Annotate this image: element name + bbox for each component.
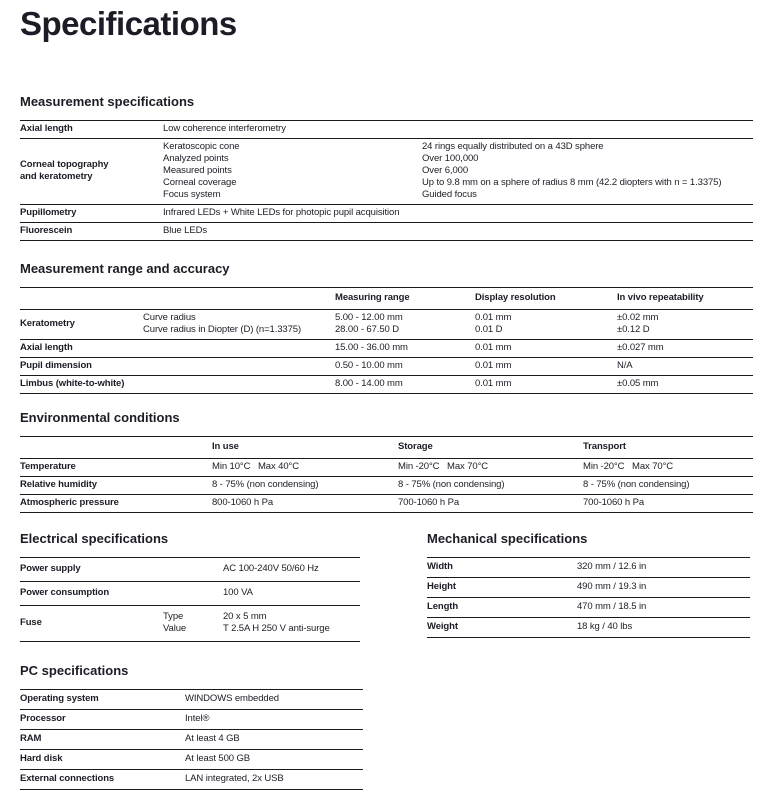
table-header-row bbox=[20, 437, 753, 459]
table-row-hard-disk bbox=[20, 750, 363, 770]
row-value: AC 100-240V 50/60 Hz bbox=[223, 563, 319, 574]
sub-label: Curve radius in Diopter (D) (n=1.3375) bbox=[143, 324, 302, 335]
table-row-relative-humidity bbox=[20, 477, 753, 495]
sub-label: Focus system bbox=[163, 189, 221, 200]
row-label-line: Corneal topography bbox=[20, 159, 109, 170]
section-heading: Environmental conditions bbox=[20, 410, 180, 425]
row-value: 490 mm / 19.3 in bbox=[577, 581, 647, 592]
row-value: Intel® bbox=[185, 713, 210, 724]
in-use-value: 800-1060 h Pa bbox=[212, 497, 274, 508]
row-label: Relative humidity bbox=[20, 479, 97, 490]
column-header-measuring-range: Measuring range bbox=[335, 292, 410, 303]
table-row-weight bbox=[427, 618, 750, 638]
range-value: 28.00 - 67.50 D bbox=[335, 324, 399, 335]
section-measurement-range-accuracy bbox=[20, 261, 753, 394]
section-heading: Measurement range and accuracy bbox=[20, 261, 230, 276]
storage-value: 700-1060 h Pa bbox=[398, 497, 460, 508]
sub-value: 20 x 5 mm bbox=[223, 611, 267, 622]
table-row-pupil-dimension bbox=[20, 358, 753, 376]
row-label: Fuse bbox=[20, 617, 42, 628]
sub-label: Corneal coverage bbox=[163, 177, 237, 188]
row-label: Length bbox=[427, 601, 459, 612]
row-label: Hard disk bbox=[20, 753, 63, 764]
section-measurement-specifications bbox=[20, 94, 753, 241]
column-header-transport: Transport bbox=[583, 441, 626, 452]
row-label: Fluorescein bbox=[20, 225, 73, 236]
sub-label: Curve radius bbox=[143, 312, 196, 323]
row-value: WINDOWS embedded bbox=[185, 693, 279, 704]
range-value: 0.50 - 10.00 mm bbox=[335, 360, 403, 371]
row-label: RAM bbox=[20, 733, 42, 744]
table-row-pupillometry bbox=[20, 205, 753, 223]
display-resolution-values bbox=[475, 312, 617, 336]
table-row-power-consumption bbox=[20, 582, 360, 606]
row-label: Weight bbox=[427, 621, 458, 632]
measurement-spec-table bbox=[20, 120, 753, 241]
section-electrical-specifications bbox=[20, 531, 360, 642]
electrical-table bbox=[20, 557, 360, 642]
measuring-range-values bbox=[335, 312, 475, 336]
row-label: Power supply bbox=[20, 563, 81, 574]
table-row-temperature bbox=[20, 459, 753, 477]
table-row-axial-length bbox=[20, 340, 753, 358]
row-value: 100 VA bbox=[223, 587, 253, 598]
range-accuracy-table bbox=[20, 287, 753, 394]
table-row-ram bbox=[20, 730, 363, 750]
row-label: Pupillometry bbox=[20, 207, 77, 218]
resolution-value: 0.01 mm bbox=[475, 360, 512, 371]
table-row-fuse bbox=[20, 606, 360, 642]
resolution-value: 0.01 D bbox=[475, 324, 503, 335]
column-header-in-vivo-repeatability: In vivo repeatability bbox=[617, 292, 704, 303]
row-label: Axial length bbox=[20, 342, 73, 353]
section-pc-specifications bbox=[20, 663, 753, 790]
sub-label: Keratoscopic cone bbox=[163, 141, 240, 152]
page-title: Specifications bbox=[20, 5, 237, 42]
sub-label: Type bbox=[163, 611, 184, 622]
section-electrical-mechanical bbox=[20, 531, 753, 642]
in-use-value: 8 - 75% (non condensing) bbox=[212, 479, 319, 490]
section-heading: Mechanical specifications bbox=[427, 531, 588, 546]
sub-value: Over 100,000 bbox=[422, 153, 479, 164]
transport-value: Min -20°C Max 70°C bbox=[583, 461, 674, 472]
table-row-operating-system bbox=[20, 690, 363, 710]
repeatability-values bbox=[617, 312, 753, 336]
table-header-row bbox=[20, 288, 753, 310]
row-label: Power consumption bbox=[20, 587, 110, 598]
corneal-sub-labels bbox=[163, 141, 422, 201]
environmental-table bbox=[20, 436, 753, 513]
sub-value: T 2.5A H 250 V anti-surge bbox=[223, 623, 330, 634]
resolution-value: 0.01 mm bbox=[475, 312, 512, 323]
row-value: Low coherence interferometry bbox=[163, 123, 286, 134]
transport-value: 700-1060 h Pa bbox=[583, 497, 645, 508]
section-heading: Electrical specifications bbox=[20, 531, 169, 546]
repeatability-value: ±0.05 mm bbox=[617, 378, 659, 389]
section-mechanical-specifications bbox=[427, 531, 750, 642]
row-label-line: and keratometry bbox=[20, 171, 93, 182]
column-header-in-use: In use bbox=[212, 441, 239, 452]
table-row-processor bbox=[20, 710, 363, 730]
table-row-length bbox=[427, 598, 750, 618]
table-row-atmospheric-pressure bbox=[20, 495, 753, 513]
sub-value: Over 6,000 bbox=[422, 165, 468, 176]
table-row-height bbox=[427, 578, 750, 598]
sub-value: Up to 9.8 mm on a sphere of radius 8 mm (42.2 diopters with n = 1.3375) bbox=[422, 177, 722, 188]
repeatability-value: N/A bbox=[617, 360, 633, 371]
table-row-width bbox=[427, 558, 750, 578]
section-heading: Measurement specifications bbox=[20, 94, 195, 109]
row-value: Infrared LEDs + White LEDs for photopic pupil acquisition bbox=[163, 207, 400, 218]
table-row-power-supply bbox=[20, 558, 360, 582]
transport-value: 8 - 75% (non condensing) bbox=[583, 479, 690, 490]
sub-label: Analyzed points bbox=[163, 153, 229, 164]
sub-label: Value bbox=[163, 623, 187, 634]
range-value: 5.00 - 12.00 mm bbox=[335, 312, 403, 323]
row-label: External connections bbox=[20, 773, 115, 784]
row-label: Operating system bbox=[20, 693, 99, 704]
row-value: 320 mm / 12.6 in bbox=[577, 561, 647, 572]
repeatability-value: ±0.02 mm bbox=[617, 312, 659, 323]
fuse-sub-labels bbox=[163, 611, 223, 635]
row-label: Width bbox=[427, 561, 453, 572]
row-label bbox=[20, 159, 163, 183]
resolution-value: 0.01 mm bbox=[475, 378, 512, 389]
row-label: Pupil dimension bbox=[20, 360, 92, 371]
row-value: LAN integrated, 2x USB bbox=[185, 773, 284, 784]
row-value: Blue LEDs bbox=[163, 225, 207, 236]
row-label: Atmospheric pressure bbox=[20, 497, 119, 508]
row-label: Axial length bbox=[20, 123, 73, 134]
sub-value: 24 rings equally distributed on a 43D sphere bbox=[422, 141, 604, 152]
table-row-limbus bbox=[20, 376, 753, 394]
section-heading: PC specifications bbox=[20, 663, 129, 678]
range-value: 15.00 - 36.00 mm bbox=[335, 342, 408, 353]
keratometry-sub-labels bbox=[143, 312, 335, 336]
pc-table bbox=[20, 689, 363, 790]
section-environmental-conditions bbox=[20, 410, 753, 513]
sub-value: Guided focus bbox=[422, 189, 477, 200]
mechanical-table bbox=[427, 557, 750, 638]
sub-label: Measured points bbox=[163, 165, 232, 176]
table-row-fluorescein bbox=[20, 223, 753, 241]
table-row-corneal-topography bbox=[20, 139, 753, 205]
row-label: Keratometry bbox=[20, 318, 75, 329]
fuse-sub-values bbox=[223, 611, 360, 635]
corneal-sub-values bbox=[422, 141, 753, 201]
column-header-display-resolution: Display resolution bbox=[475, 292, 556, 303]
table-row-keratometry bbox=[20, 310, 753, 340]
table-row-external-connections bbox=[20, 770, 363, 790]
row-label: Limbus (white-to-white) bbox=[20, 378, 125, 389]
row-label: Temperature bbox=[20, 461, 76, 472]
row-label: Processor bbox=[20, 713, 66, 724]
column-header-storage: Storage bbox=[398, 441, 433, 452]
resolution-value: 0.01 mm bbox=[475, 342, 512, 353]
range-value: 8.00 - 14.00 mm bbox=[335, 378, 403, 389]
row-value: At least 4 GB bbox=[185, 733, 240, 744]
table-row-axial-length bbox=[20, 121, 753, 139]
row-value: 470 mm / 18.5 in bbox=[577, 601, 647, 612]
storage-value: Min -20°C Max 70°C bbox=[398, 461, 489, 472]
row-label: Height bbox=[427, 581, 456, 592]
repeatability-value: ±0.027 mm bbox=[617, 342, 664, 353]
in-use-value: Min 10°C Max 40°C bbox=[212, 461, 300, 472]
row-value: 18 kg / 40 lbs bbox=[577, 621, 633, 632]
repeatability-value: ±0.12 D bbox=[617, 324, 650, 335]
row-value: At least 500 GB bbox=[185, 753, 251, 764]
storage-value: 8 - 75% (non condensing) bbox=[398, 479, 505, 490]
